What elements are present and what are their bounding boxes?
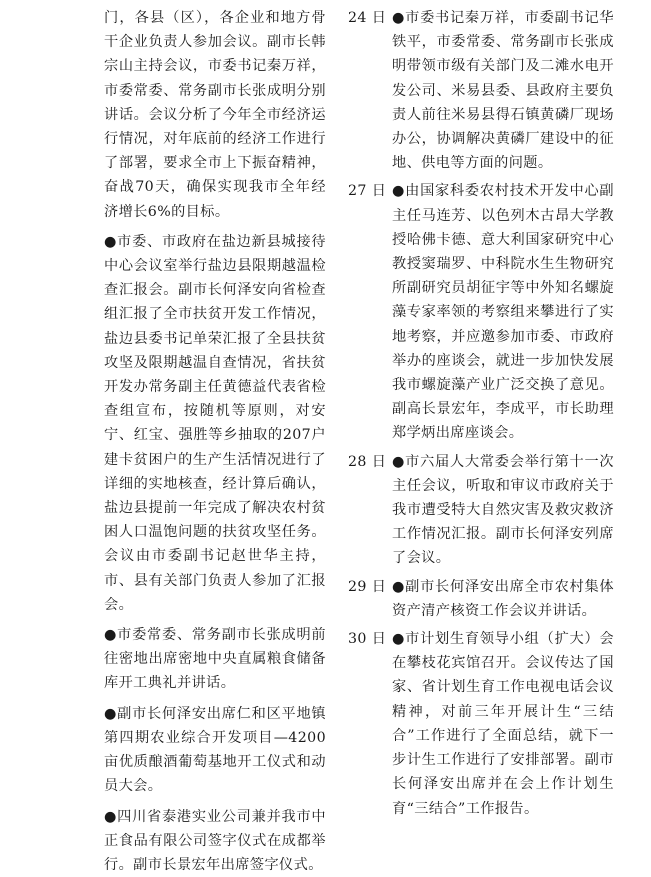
right-column <box>348 6 614 821</box>
entry-29 <box>348 575 614 623</box>
entry-date: 30 日 <box>348 627 392 821</box>
paragraph-poverty-inspection: ●市委、市政府在盐边新县城接待中心会议室举行盐边县限期越温检查汇报会。副市长何泽安向省检查组汇报了全市扶贫开发工作情况，盐边县委书记单荣汇报了全县扶贫攻坚及限期越温自查情况，省扶贫开发办常务副主任黄德益代表省检查组宣布，按随机等原则，对安宁、红宝、强胜等乡抽取的207户建卡贫困户的生产生活情况进行了详细的实地核查，经计算后确认，盐边县提前一年完成了解决农村贫困人口温饱问题的扶贫攻坚任务。会议由市委副书记赵世华主持，市、县有关部门负责人参加了汇报会。 <box>104 230 326 617</box>
entry-30 <box>348 627 614 821</box>
entry-date: 24 日 <box>348 6 392 175</box>
entry-28 <box>348 450 614 571</box>
paragraph-meeting-continuation: 门，各县（区），各企业和地方骨干企业负责人参加会议。副市长韩宗山主持会议，市委书记秦万祥，市委常委、常务副市长张成明分别讲话。会议分析了今年全市经济运行情况，对年底前的经济工作进行了部署，要求全市上下振奋精神，奋战70天，确保实现我市全年经济增长6%的目标。 <box>104 6 326 224</box>
entry-text: ●副市长何泽安出席全市农村集体资产清产核资工作会议并讲话。 <box>392 575 614 623</box>
entry-text: ●市计划生育领导小组（扩大）会在攀枝花宾馆召开。会议传达了国家、省计划生育工作电视电话会议精神，对前三年开展计生“三结合”工作进行了全面总结，就下一步计生工作进行了安排部署。副市长何泽安出席并在会上作计划生育“三结合”工作报告。 <box>392 627 614 821</box>
paragraph-grape-base: ●副市长何泽安出席仁和区平地镇第四期农业综合开发项目—4200亩优质酿酒葡萄基地开工仪式和动员大会。 <box>104 702 326 799</box>
entry-text: ●由国家科委农村技术开发中心副主任马连芳、以色列木古昂大学教授哈佛卡德、意大利国家研究中心教授窦瑞罗、中科院水生生物研究所副研究员胡征宇等中外知名螺旋藻专家率领的考察组来攀进行了实地考察，并应邀参加市委、市政府举办的座谈会，就进一步加快发展我市螺旋藻产业广泛交换了意见。副高长景宏年，李成平，市长助理郑学炳出席座谈会。 <box>392 179 614 445</box>
paragraph-merger-signing: ●四川省泰港实业公司兼并我市中正食品有限公司签字仪式在成都举行。副市长景宏年出席签字仪式。 <box>104 805 326 877</box>
left-column <box>104 6 326 877</box>
entry-text: ●市委书记秦万祥，市委副书记华铁平，市委常委、常务副市长张成明带领市级有关部门及二滩水电开发公司、米易县委、县政府主要负责人前往米易县得石镇黄磷厂现场办公，协调解决黄磷厂建设中的征地、供电等方面的问题。 <box>392 6 614 175</box>
entry-date: 29 日 <box>348 575 392 623</box>
entry-date: 28 日 <box>348 450 392 571</box>
entry-text: ●市六届人大常委会举行第十一次主任会议，听取和审议市政府关于我市遭受特大自然灾害及救灾救济工作情况汇报。副市长何泽安列席了会议。 <box>392 450 614 571</box>
entry-24 <box>348 6 614 175</box>
entry-date: 27 日 <box>348 179 392 445</box>
entry-27 <box>348 179 614 445</box>
paragraph-grain-reserve: ●市委常委、常务副市长张成明前往密地出席密地中央直属粮食储备库开工典礼并讲话。 <box>104 623 326 696</box>
